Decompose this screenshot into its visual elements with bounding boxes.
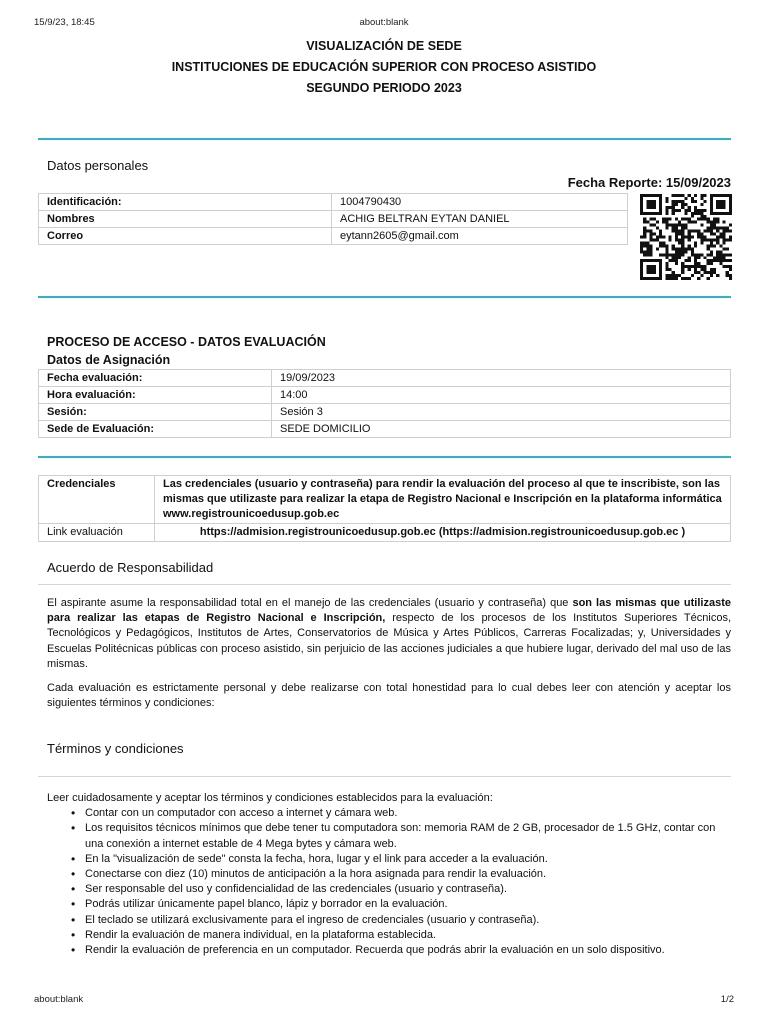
terms-block <box>47 791 731 958</box>
eval-link-label: Link evaluación <box>39 524 155 542</box>
eval-time-label: Hora evaluación: <box>39 387 272 404</box>
header-period: SEGUNDO PERIODO 2023 <box>306 81 462 95</box>
print-header <box>34 17 734 29</box>
venue-value: SEDE DOMICILIO <box>272 421 731 438</box>
agreement-paragraph <box>47 596 731 672</box>
table-row <box>39 211 628 228</box>
venue-label: Sede de Evaluación: <box>39 421 272 438</box>
terms-list <box>85 806 731 958</box>
agreement-text: El aspirante asume la responsabilidad total en el manejo de las credenciales (usuario y contraseña) que <box>47 597 573 609</box>
eval-date-value: 19/09/2023 <box>272 370 731 387</box>
credentials-table <box>38 475 731 542</box>
section-divider <box>38 456 731 458</box>
header-title: VISUALIZACIÓN DE SEDE <box>306 39 462 53</box>
names-value: ACHIG BELTRAN EYTAN DANIEL <box>332 211 628 228</box>
terms-intro: Leer cuidadosamente y aceptar los términos y condiciones establecidos para la evaluación: <box>47 792 493 804</box>
print-datetime: 15/9/23, 18:45 <box>34 17 95 28</box>
personal-data-table <box>38 193 628 245</box>
names-label: Nombres <box>39 211 332 228</box>
email-label: Correo <box>39 228 332 245</box>
credentials-text: Las credenciales (usuario y contraseña) para rendir la evaluación del proceso al que te inscribiste, son las mismas que utilizaste para realizar la etapa de Registro Nacional e Inscripción en la plataforma informática www.registrounicoedusup.gob.ec <box>155 476 731 524</box>
print-url: about:blank <box>359 17 409 28</box>
terms-title: Términos y condiciones <box>47 741 184 756</box>
list-item: • Conectarse con diez (10) minutos de anticipación a la hora asignada para rendir la evaluación. <box>85 867 731 882</box>
eval-date-label: Fecha evaluación: <box>39 370 272 387</box>
print-footer-url: about:blank <box>34 994 84 1005</box>
email-value: eytann2605@gmail.com <box>332 228 628 245</box>
list-item: • Rendir la evaluación de manera individual, en la plataforma establecida. <box>85 928 731 943</box>
table-row <box>39 476 731 524</box>
list-item: • Ser responsable del uso y confidencialidad de las credenciales (usuario y contraseña). <box>85 882 731 897</box>
page-number: 1/2 <box>720 994 734 1005</box>
list-item: • Contar con un computador con acceso a internet y cámara web. <box>85 806 731 821</box>
divider <box>38 584 731 585</box>
session-value: Sesión 3 <box>272 404 731 421</box>
id-value: 1004790430 <box>332 194 628 211</box>
section-divider <box>38 138 731 140</box>
table-row <box>39 524 731 542</box>
session-label: Sesión: <box>39 404 272 421</box>
access-section-title: PROCESO DE ACCESO - DATOS EVALUACIÓN <box>47 335 326 349</box>
assignment-table <box>38 369 731 438</box>
id-label: Identificación: <box>39 194 332 211</box>
list-item: • Los requisitos técnicos mínimos que debe tener tu computadora son: memoria RAM de 2 GB, procesador de 1.5 GHz, contar con una conexión a internet estable de 4 Mega bytes y cámara web. <box>85 821 731 851</box>
list-item: • El teclado se utilizará exclusivamente para el ingreso de credenciales (usuario y contraseña). <box>85 913 731 928</box>
table-row <box>39 387 731 404</box>
eval-link[interactable]: https://admision.registrounicoedusup.gob.ec (https://admision.registrounicoedusup.gob.ec ) <box>155 524 731 542</box>
table-row <box>39 370 731 387</box>
document-header <box>38 36 730 99</box>
header-subtitle: INSTITUCIONES DE EDUCACIÓN SUPERIOR CON PROCESO ASISTIDO <box>171 60 597 74</box>
table-row <box>39 194 628 211</box>
table-row <box>39 404 731 421</box>
list-item: • Podrás utilizar únicamente papel blanco, lápiz y borrador en la evaluación. <box>85 897 731 912</box>
agreement-emphasis: son las mismas que utilizaste para realizar las etapas de Registro Nacional e Inscripción, <box>47 597 731 625</box>
agreement-title: Acuerdo de Responsabilidad <box>47 560 214 575</box>
agreement-paragraph-2: Cada evaluación es estrictamente personal y debe realizarse con total honestidad para lo cual debes leer con atención y aceptar los siguientes términos y condiciones: <box>47 682 731 710</box>
eval-time-value: 14:00 <box>272 387 731 404</box>
table-row <box>39 228 628 245</box>
list-item: • Rendir la evaluación de preferencia en un computador. Recuerda que podrás abrir la evaluación en un solo dispositivo. <box>85 943 731 958</box>
credentials-label: Credenciales <box>39 476 155 524</box>
report-date: Fecha Reporte: 15/09/2023 <box>567 175 731 190</box>
agreement-text-cont: respecto de los procesos de los Institutos Superiores Técnicos, Tecnológicos y Pedagógicos, Institutos de Artes, Conservatorios de Música y Artes Públicos, Carreras Focalizadas; y, Universidades y Escuelas Politécnicas públicas con proceso asistido, sin perjuicio de las acciones judiciales a que hubiere lugar, derivado del mal uso de las mismas. <box>47 612 732 670</box>
section-divider <box>38 296 731 298</box>
qr-code <box>640 194 732 280</box>
list-item: • En la "visualización de sede" consta la fecha, hora, lugar y el link para acceder a la evaluación. <box>85 852 731 867</box>
personal-section-title: Datos personales <box>47 158 149 173</box>
divider <box>38 776 731 777</box>
print-footer <box>34 994 734 1006</box>
assignment-subtitle: Datos de Asignación <box>47 353 171 367</box>
table-row <box>39 421 731 438</box>
